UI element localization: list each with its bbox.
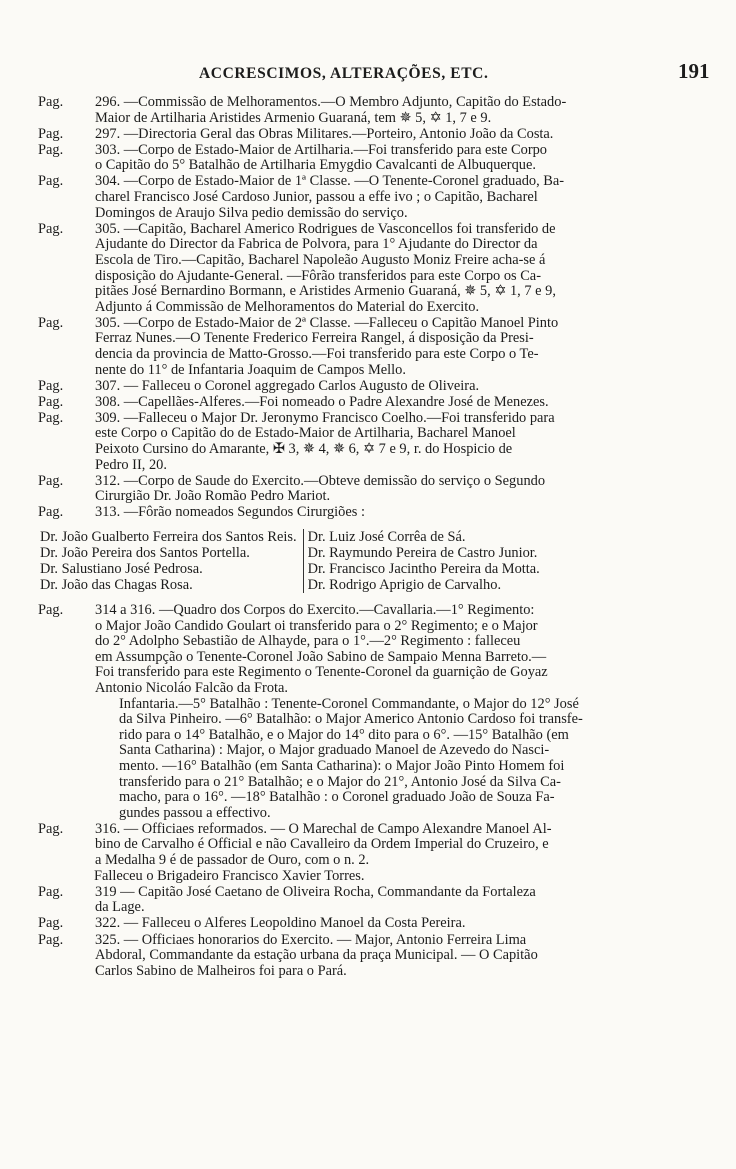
entry [38, 174, 683, 221]
entry [38, 933, 683, 980]
entry-line: o Capitão do 5° Batalhão de Artilharia Emygdio Cavalcanti de Albuquerque. [95, 157, 536, 174]
entry-line: da Lage. [95, 899, 145, 916]
entry-line: Ferraz Nunes.—O Tenente Frederico Ferreira Rangel, á disposição da Presi- [95, 330, 534, 347]
entry-line: o Major João Candido Goulart oi transferido para o 2° Regimento; e o Major [95, 617, 538, 634]
pag-label: Pag. [38, 883, 64, 900]
surgeon-name-right: Dr. Luiz José Corrêa de Sá. [303, 529, 546, 545]
entry-text [95, 222, 683, 316]
entry-text [95, 474, 683, 505]
entry-text [95, 143, 683, 174]
entry-line: este Corpo o Capitão do de Estado-Maior de Artilharia, Bacharel Manoel [95, 425, 516, 442]
entry-line: em Assumpção o Tenente-Coronel João Sabino de Sampaio Menna Barreto.— [95, 648, 547, 665]
entry-line: Escola de Tiro.—Capitão, Bacharel Napoleão Augusto Moniz Freire acha-se á [95, 251, 546, 268]
entry-line: Antonio Nicoláo Falcão da Frota. [95, 680, 289, 696]
entry-subsection [119, 697, 683, 822]
entry-line: nente do 11° de Infantaria Joaquim de Campos Mello. [95, 361, 406, 378]
document-body [38, 95, 683, 980]
entry [38, 127, 683, 143]
page-header [0, 57, 736, 91]
entry-line: 297. —Directoria Geral das Obras Militares.—Porteiro, Antonio João da Costa. [95, 125, 554, 142]
pag-label: Pag. [38, 125, 64, 142]
entry [38, 603, 683, 821]
pag-label: Pag. [38, 94, 64, 110]
entry [38, 474, 683, 505]
surgeon-row [40, 545, 546, 561]
entry-text [95, 603, 683, 821]
entry-text [95, 127, 683, 143]
entry-line: a Medalha 9 é de passador de Ouro, com o n. 2. [95, 852, 370, 869]
entry-line: 319 — Capitão José Caetano de Oliveira Rocha, Commandante da Fortaleza [95, 883, 536, 900]
pag-label: Pag. [38, 915, 64, 932]
entry-line: pitães José Bernardino Bormann, e Aristides Armenio Guaraná, ✵ 5, ✡ 1, 7 e 9, [95, 283, 556, 300]
entry-text [95, 822, 683, 869]
entry-line: 322. — Falleceu o Alferes Leopoldino Manoel da Costa Pereira. [95, 915, 466, 932]
entry-line: Pedro II, 20. [95, 456, 167, 473]
entry-line: 303. —Corpo de Estado-Maior de Artilharia.—Foi transferido para este Corpo [95, 141, 547, 158]
entry-line: 325. — Officiaes honorarios do Exercito. — Major, Antonio Ferreira Lima [95, 931, 527, 948]
entry [38, 916, 683, 932]
entry-line: disposição do Ajudante-General. —Fôrão transferidos para este Corpo os Ca- [95, 267, 541, 284]
entry-line: macho, para o 16°. —18° Batalhão : o Coronel graduado João de Souza Fa- [119, 789, 555, 806]
surgeon-name-right: Dr. Francisco Jacintho Pereira da Motta. [303, 561, 546, 577]
pag-label: Pag. [38, 472, 64, 489]
entry-line: transferido para o 21° Batalhão; e o Major do 21°, Antonio José da Silva Ca- [119, 773, 561, 790]
entry-line: 304. —Corpo de Estado-Maior de 1ª Classe. —O Tenente-Coronel graduado, Ba- [95, 173, 565, 190]
surgeon-row [40, 561, 546, 577]
surgeon-row [40, 529, 546, 545]
entry-line: Domingos de Araujo Silva pedio demissão do serviço. [95, 204, 408, 221]
entry-text [95, 95, 683, 126]
entry-text [95, 933, 683, 980]
entry-text [95, 174, 683, 221]
entry [38, 143, 683, 174]
entry-text: 313. —Fôrão nomeados Segundos Cirurgiões : [95, 504, 365, 521]
entry-line: bino de Carvalho é Official e não Cavalleiro da Ordem Imperial do Cruzeiro, e [95, 836, 549, 853]
entry [38, 411, 683, 473]
entry-line: 296. —Commissão de Melhoramentos.—O Membro Adjunto, Capitão do Estado- [95, 94, 567, 110]
entry-line: 307. — Falleceu o Coronel aggregado Carlos Augusto de Oliveira. [95, 377, 480, 394]
entry-text [95, 395, 683, 411]
entry [38, 95, 683, 126]
pag-label: Pag. [38, 409, 64, 426]
entry-line: 312. —Corpo de Saude do Exercito.—Obteve demissão do serviço o Segundo [95, 472, 546, 489]
surgeon-name-left: Dr. Salustiano José Pedrosa. [40, 561, 203, 578]
entry-line: charel Francisco José Cardoso Junior, passou a effe ivo ; o Capitão, Bacharel [95, 189, 538, 206]
pag-label: Pag. [38, 173, 64, 190]
entry [38, 379, 683, 395]
entry-line: 305. —Capitão, Bacharel Americo Rodrigues de Vasconcellos foi transferido de [95, 220, 556, 237]
entry-line: Ajudante do Director da Fabrica de Polvora, para 1° Ajudante do Director da [95, 236, 538, 253]
entry-line: Adjunto á Commissão de Melhoramentos do Material do Exercito. [95, 298, 480, 315]
entry-line: 309. —Falleceu o Major Dr. Jeronymo Francisco Coelho.—Foi transferido para [95, 409, 555, 426]
entry-line: Peixoto Cursino do Amarante, ✠ 3, ✵ 4, ✵ 6, ✡ 7 e 9, r. do Hospicio de [95, 441, 513, 458]
entry [38, 885, 683, 916]
entry [38, 395, 683, 411]
pag-label: Pag. [38, 504, 64, 521]
pag-label: Pag. [38, 602, 64, 619]
entry-line: Carlos Sabino de Malheiros foi para o Pará. [95, 962, 347, 979]
entry-text [95, 379, 683, 395]
page-number: 191 [678, 59, 710, 83]
entry-text [95, 916, 683, 932]
entry-line: 316. — Officiaes reformados. — O Marechal de Campo Alexandre Manoel Al- [95, 820, 552, 837]
entry-line: 305. —Corpo de Estado-Maior de 2ª Classe. —Falleceu o Capitão Manoel Pinto [95, 314, 559, 331]
surgeon-name-left: Dr. João das Chagas Rosa. [40, 577, 193, 594]
entry-text [95, 411, 683, 473]
surgeon-row [40, 577, 546, 593]
entry-line: Cirurgião Dr. João Romão Pedro Mariot. [95, 488, 331, 505]
entry-line: Foi transferido para este Regimento o Tenente-Coronel da guarnição de Goyaz [95, 664, 548, 681]
entry-line: rido para o 14° Batalhão, e o Major do 14° dito para o 6°. —15° Batalhão (em [119, 726, 569, 743]
surgeon-name-left: Dr. João Gualberto Ferreira dos Santos Reis. [40, 529, 297, 546]
surgeon-name-left: Dr. João Pereira dos Santos Portella. [40, 545, 250, 562]
entry [38, 316, 683, 378]
entry-line: dencia da provincia de Matto-Grosso.—Foi transferido para este Corpo o Te- [95, 346, 539, 362]
surgeon-name-right: Dr. Rodrigo Aprigio de Carvalho. [303, 577, 546, 593]
entry-line: do 2° Adolpho Sebastião de Alhayde, para o 1°.—2° Regimento : falleceu [95, 633, 521, 650]
entry-line: 314 a 316. —Quadro dos Corpos do Exercito.—Cavallaria.—1° Regimento: [95, 602, 535, 619]
entry-line: 308. —Capellães-Alferes.—Foi nomeado o Padre Alexandre José de Menezes. [95, 393, 549, 410]
entry [38, 222, 683, 316]
surgeon-name-right: Dr. Raymundo Pereira de Castro Junior. [303, 545, 546, 561]
header-title: ACCRESCIMOS, ALTERAÇÕES, ETC. [199, 65, 489, 82]
entry-line: Infantaria.—5° Batalhão : Tenente-Coronel Commandante, o Major do 12° José [119, 695, 579, 712]
entry-line: Santa Catharina) : Major, o Major graduado Manoel de Azevedo do Nasci- [119, 742, 550, 759]
pag-label: Pag. [38, 393, 64, 410]
pag-label: Pag. [38, 314, 64, 331]
entry [38, 822, 683, 869]
entry-line: da Silva Pinheiro. —6° Batalhão: o Major Americo Antonio Cardoso foi transfe- [119, 711, 583, 728]
pag-label: Pag. [38, 141, 64, 158]
pag-label: Pag. [38, 820, 64, 837]
pag-label: Pag. [38, 377, 64, 394]
pag-label: Pag. [38, 220, 64, 237]
pag-label: Pag. [38, 931, 64, 948]
entry-line: mento. —16° Batalhão (em Santa Catharina): o Major João Pinto Homem foi [119, 757, 565, 774]
entry-line: Abdoral, Commandante da estação urbana da praça Municipal. — O Capitão [95, 947, 538, 964]
surgeons-table [40, 529, 546, 593]
entry-note: Falleceu o Brigadeiro Francisco Xavier Torres. [94, 868, 365, 885]
entry-line: gundes passou a effectivo. [119, 804, 271, 821]
entry-line: Maior de Artilharia Aristides Armenio Guaraná, tem ✵ 5, ✡ 1, 7 e 9. [95, 109, 492, 126]
entry-text [95, 885, 683, 916]
entry-text [95, 316, 683, 378]
entry-313 [38, 505, 683, 521]
